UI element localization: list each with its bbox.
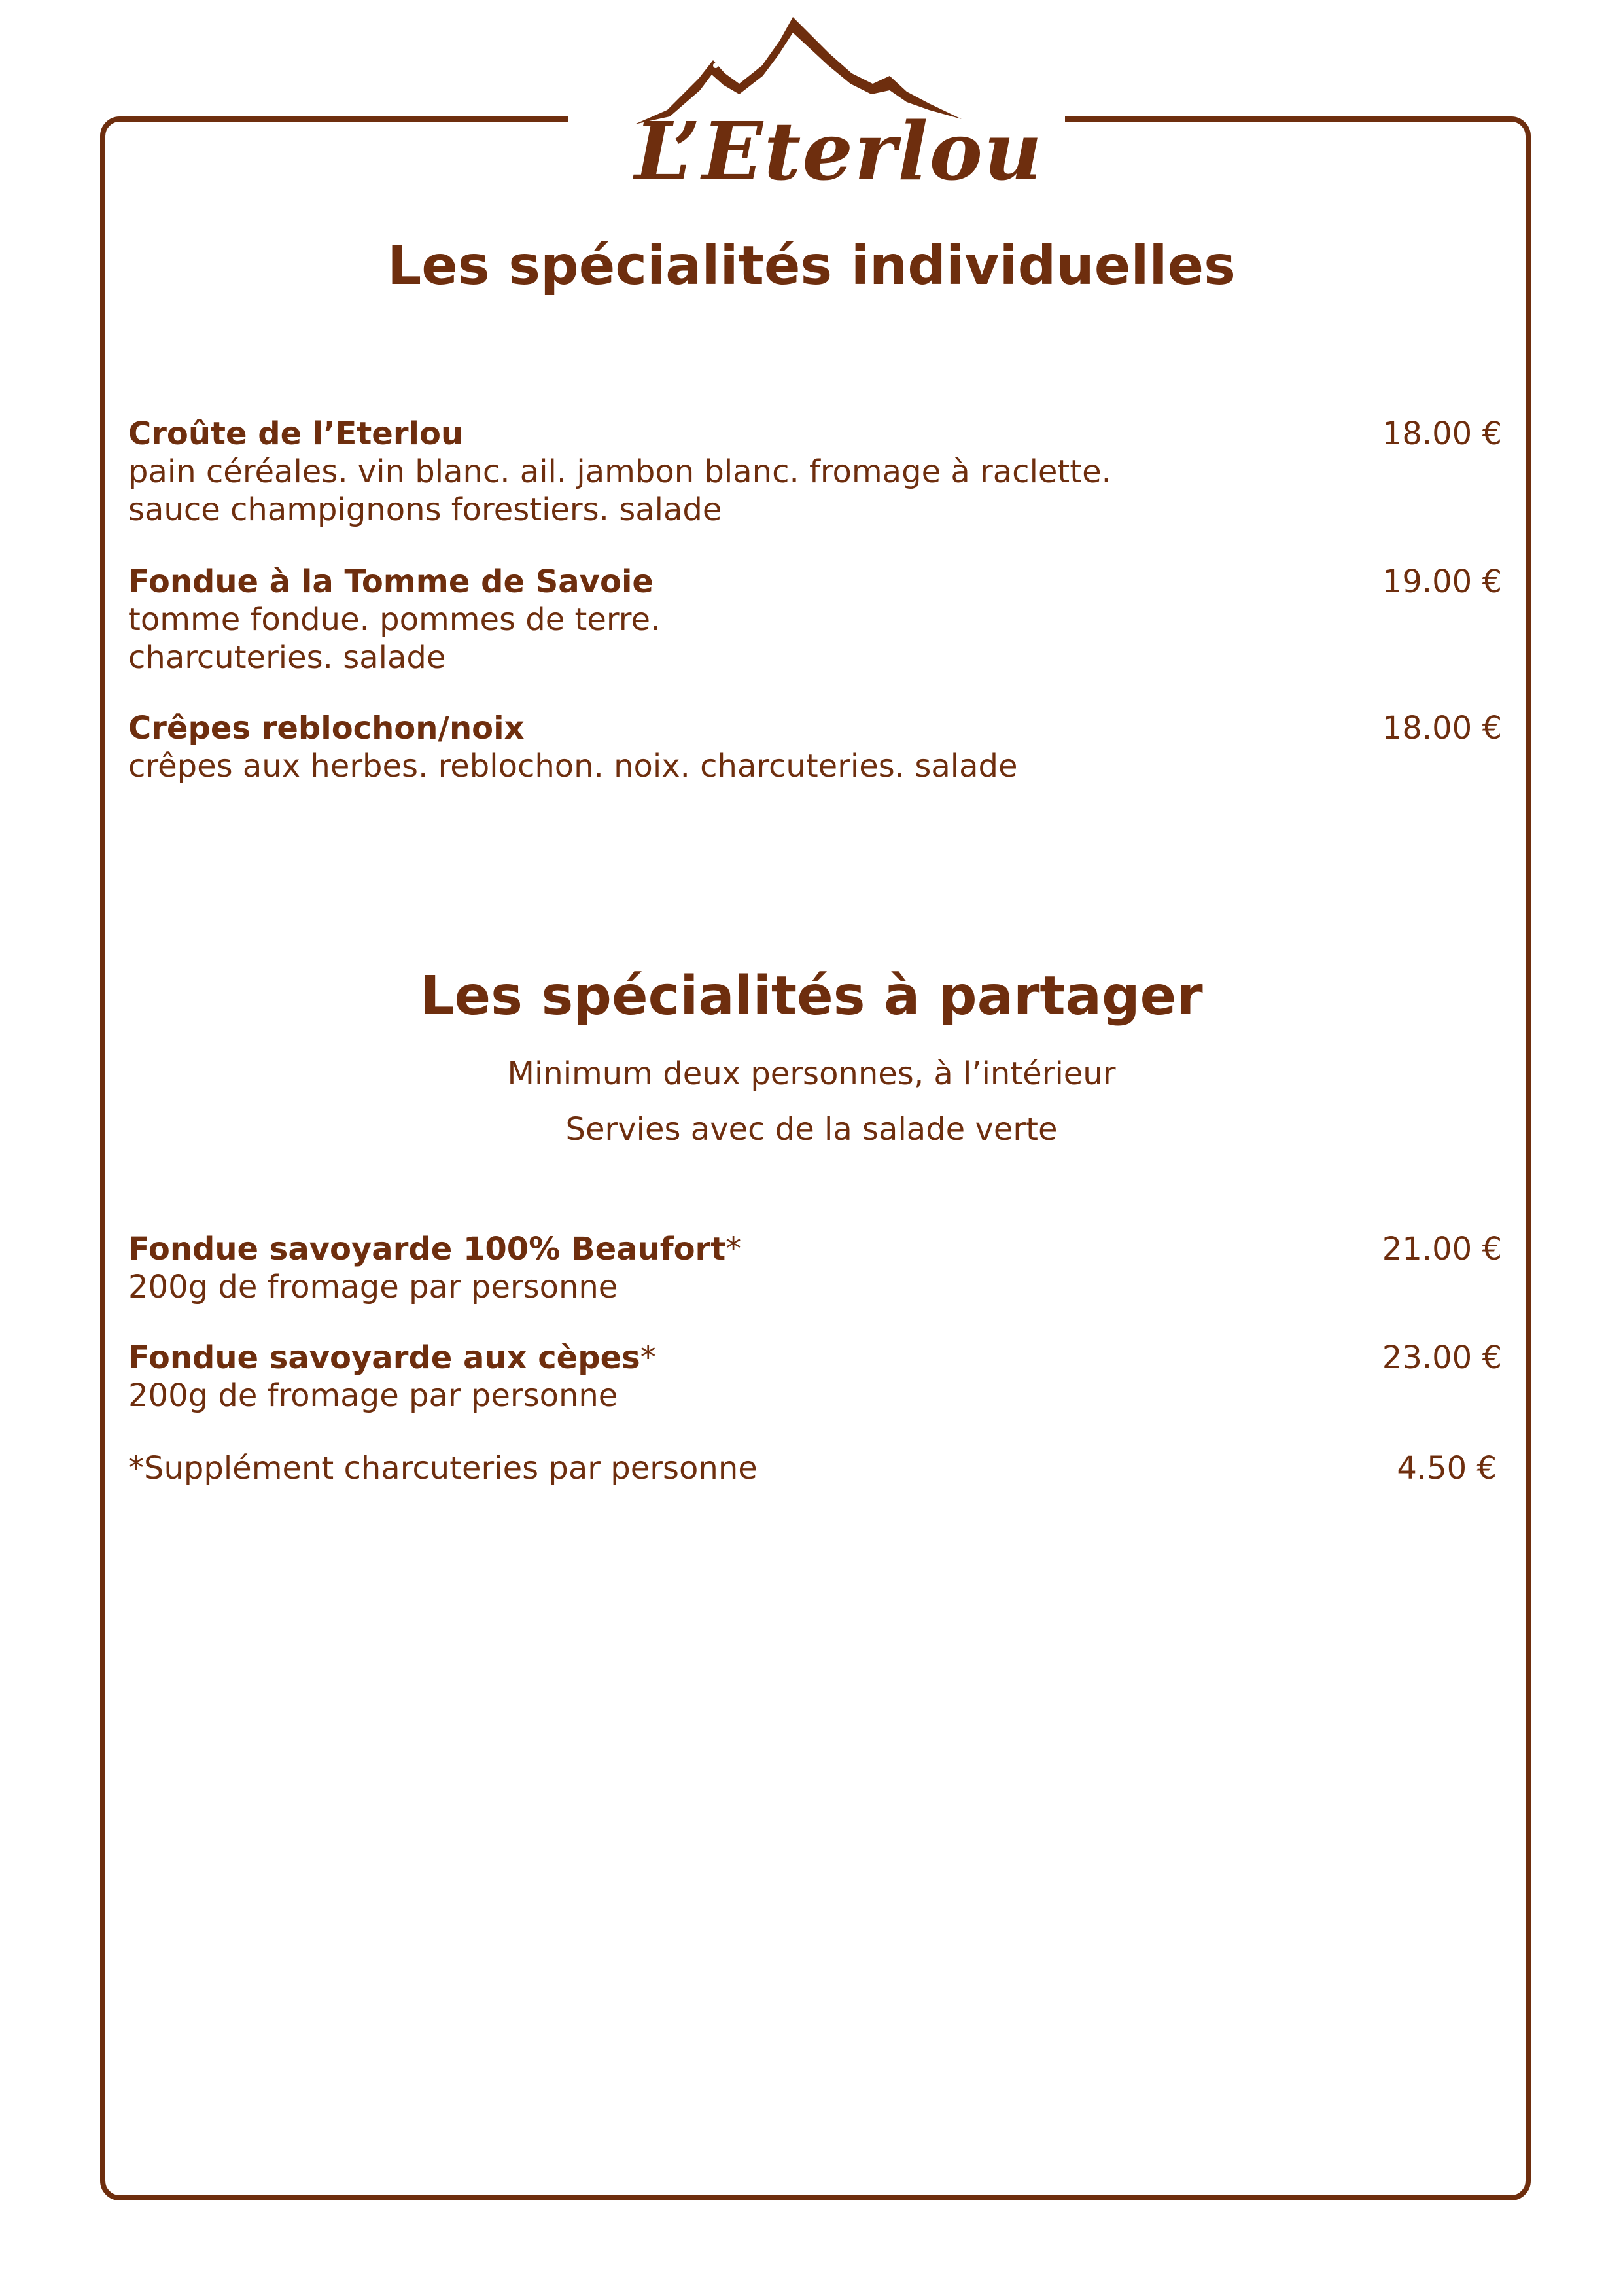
item-price: 21.00 € <box>1382 1231 1502 1267</box>
brand-logo <box>621 13 1043 198</box>
item-name-asterisk: * <box>725 1231 742 1267</box>
item-description-line: tomme fondue. pommes de terre. <box>128 601 661 638</box>
item-price: 18.00 € <box>1382 415 1502 452</box>
item-name: Fondue à la Tomme de Savoie <box>128 563 654 600</box>
item-name-text: Fondue savoyarde aux cèpes <box>128 1339 640 1376</box>
supplement-price: 4.50 € <box>1397 1450 1497 1487</box>
section-subtitle: Servies avec de la salade verte <box>565 1111 1058 1148</box>
menu-item <box>128 709 1502 785</box>
supplement-note <box>128 1449 1497 1487</box>
item-name-asterisk: * <box>640 1339 656 1376</box>
item-price: 19.00 € <box>1382 563 1502 600</box>
item-price: 23.00 € <box>1382 1339 1502 1376</box>
item-description-line: crêpes aux herbes. reblochon. noix. charcuteries. salade <box>128 748 1018 785</box>
item-name: Croûte de l’Eterlou <box>128 415 464 452</box>
brand-name: L’Eterlou <box>635 104 1043 198</box>
item-price: 18.00 € <box>1382 710 1502 747</box>
menu-item <box>128 563 1502 677</box>
item-description-line: pain céréales. vin blanc. ail. jambon blanc. fromage à raclette. <box>128 453 1111 490</box>
section-title-individual: Les spécialités individuelles <box>387 235 1236 297</box>
section-title-sharing: Les spécialités à partager <box>420 965 1203 1027</box>
menu-item <box>128 1230 1502 1306</box>
item-description-line: 200g de fromage par personne <box>128 1269 618 1305</box>
menu-item <box>128 415 1502 529</box>
item-description-line: sauce champignons forestiers. salade <box>128 491 722 528</box>
item-name <box>128 1339 1502 1377</box>
item-name-text: Fondue savoyarde 100% Beaufort <box>128 1231 726 1267</box>
item-description-line: 200g de fromage par personne <box>128 1377 618 1414</box>
item-name: Crêpes reblochon/noix <box>128 710 525 747</box>
item-description-line: charcuteries. salade <box>128 639 446 676</box>
section-subtitle: Minimum deux personnes, à l’intérieur <box>507 1055 1116 1092</box>
item-name <box>128 1230 1502 1268</box>
supplement-label: *Supplément charcuteries par personne <box>128 1450 758 1487</box>
menu-item <box>128 1339 1502 1415</box>
